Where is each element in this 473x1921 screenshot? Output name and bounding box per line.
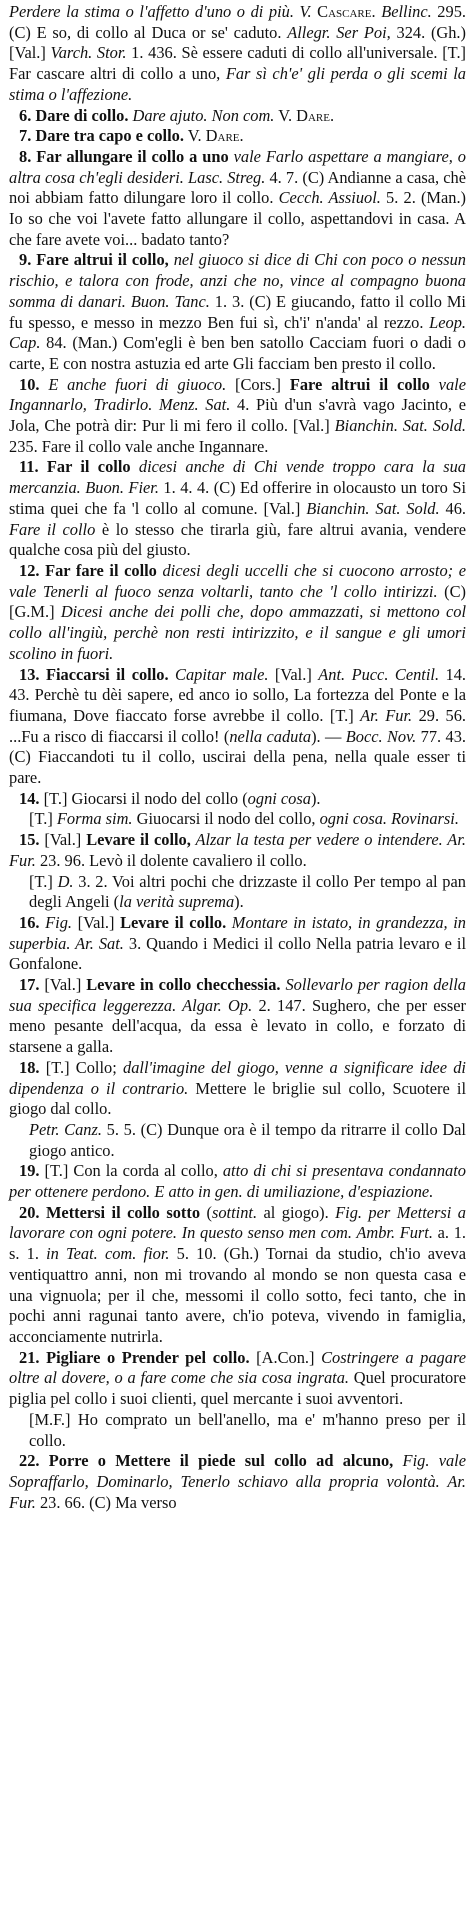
- entry-number: 22.: [19, 1451, 49, 1471]
- entry-text: Far allungare il collo a uno: [36, 146, 229, 166]
- entry-text: dall'imagine del giogo, venne a significare idee di dipendenza o il contrario.: [9, 1057, 466, 1098]
- entry-text: 4. 7. (C) Andianne a casa, chè noi abbiam fatto dilungare loro il collo.: [9, 167, 467, 208]
- entry-text: V.: [183, 126, 206, 146]
- entry-text: Forma sim.: [56, 809, 133, 829]
- entry-text: .: [371, 2, 382, 21]
- entry-text: dicesi anche di Chi vende troppo cara la sua mercanzia. Buon. Fier.: [9, 457, 467, 498]
- entry-text: (C) [G.M.]: [9, 581, 466, 622]
- entry-text: Bellinc.: [381, 2, 432, 21]
- entry-text: Ant. Pucc. Centil.: [318, 664, 440, 684]
- entry-paragraph: [9, 2, 466, 106]
- entry-text: Far il collo: [46, 457, 131, 477]
- entry-text: Varch. Stor.: [50, 43, 127, 63]
- entry-text: Porre o Mettere il piede sul collo ad alcuno,: [48, 1451, 394, 1471]
- entry-text: Allegr. Ser Poi: [287, 22, 387, 42]
- entry-text: Ar. Fur.: [360, 705, 413, 725]
- entry-text: [Val.]: [44, 830, 87, 850]
- entry-text: Dicesi anche dei polli che, dopo ammazzati, si mettono col collo all'ingiù, perchè non resti intirizzito, e il sangue e gli umori scolino in fuori.: [9, 602, 467, 663]
- entry-text: Petr. Canz.: [29, 1119, 102, 1139]
- entry-text: 3. Quando i Medici il collo Nella patria levaro e il Gonfalone.: [9, 933, 467, 974]
- entry-number: 16.: [19, 912, 46, 932]
- entry-number: 9.: [19, 250, 37, 270]
- entry-text: Montare in istato, in grandezza, in superbia. Ar. Sat.: [9, 912, 467, 953]
- entry-text: nella caduta: [229, 726, 312, 746]
- entry-text: Pigliare o Prender pel collo.: [46, 1347, 250, 1367]
- entry-paragraph: [9, 1451, 466, 1513]
- entry-number: 15.: [19, 830, 45, 850]
- entry-paragraph: [9, 830, 466, 871]
- entry-text: Bocc. Nov.: [345, 726, 417, 746]
- entry-text: Dare tra capo e collo.: [35, 126, 184, 146]
- entry-text: ).: [234, 892, 244, 912]
- entry-text: Sollevarlo per ragion della sua specifica leggerezza. Algar. Op.: [9, 975, 466, 1015]
- entry-text: ).: [310, 788, 321, 808]
- entry-number: 7.: [19, 126, 36, 146]
- entry-text: 46.: [439, 498, 466, 518]
- entry-paragraph: [9, 1348, 466, 1410]
- entry-text: Mettersi il collo sotto: [45, 1202, 201, 1222]
- entry-text: Levare il collo.: [120, 912, 227, 932]
- entry-text: 1. 4. 4. (C) Ed offerire in olocausto un toro Si stima quei che fa 'l collo al comune. [Val.]: [9, 478, 467, 518]
- entry-text: Dare: [205, 126, 240, 146]
- entry-paragraph: [9, 975, 466, 1058]
- entry-text: 235. Fare il collo vale anche Ingannare.: [9, 436, 269, 456]
- entry-text: nel giuoco si dice di Chi con poco o nessun rischio, e talora con frode, anzi che no, vince al compagno buona somma di danari. Buon. Tanc.: [9, 250, 467, 311]
- entry-text: Fare altrui il collo,: [36, 250, 169, 270]
- entry-number: 21.: [19, 1347, 47, 1367]
- entry-text: Bianchin. Sat. Sold.: [306, 498, 440, 518]
- entry-text: Mettere le briglie sul collo, Scuotere il giogo dal collo.: [9, 1078, 466, 1119]
- entry-text: 14. 43. Perchè tu dèi sapere, ed anco io sollo, La fortezza del Ponte e la fiumana, Dove fiaccato forse avrebbe il collo. [T.]: [9, 664, 466, 725]
- entry-text: 5. 5. (C) Dunque ora è il tempo da ritrarre il collo Dal giogo antico.: [29, 1119, 466, 1160]
- entry-text: 1. 436. Sè essere caduti di collo all'universale. [T.] Far cascare altri di collo a uno,: [9, 43, 466, 84]
- entry-text: [Val.]: [268, 664, 319, 684]
- entry-text: ogni cosa. Rovinarsi.: [319, 809, 459, 829]
- entry-paragraph: [9, 1120, 466, 1161]
- entry-paragraph: [9, 147, 466, 251]
- entry-text: [T.] Giocarsi il nodo del collo (: [43, 788, 248, 808]
- entry-paragraph: [9, 561, 466, 665]
- entry-number: 8.: [19, 146, 37, 166]
- entry-paragraph: [9, 457, 466, 561]
- entry-text: (: [200, 1202, 212, 1222]
- entry-text: Bianchin. Sat. Sold.: [334, 416, 467, 436]
- entry-text: 29. 56. ...Fu a risco di fiaccarsi il collo! (: [9, 705, 466, 746]
- entry-text: Fig. vale Sopraffarlo, Dominarlo, Tenerlo schiavo alla propria volontà. Ar. Fur.: [9, 1451, 467, 1512]
- entry-number: 19.: [19, 1161, 45, 1181]
- entry-text: la verità suprema: [119, 892, 235, 912]
- entry-text: Fig. per Mettersi a lavorare con ogni potere. In questo senso men com. Ambr. Furt.: [9, 1202, 467, 1243]
- entry-text: [A.Con.]: [249, 1347, 322, 1367]
- entry-text: Alzar la testa per vedere o intendere. Ar. Fur.: [9, 830, 466, 870]
- entry-text: Perdere la stima o l'affetto d'uno o di più. V.: [9, 2, 318, 21]
- entry-text: [T.] Collo;: [45, 1057, 124, 1077]
- entry-text: Far fare il collo: [45, 560, 157, 580]
- entry-text: è lo stesso che tirarla giù, fare altrui avania, vendere qualche cosa più del giusto.: [9, 519, 466, 560]
- entry-text: Giuocarsi il nodo del collo,: [132, 809, 320, 829]
- entry-text: Costringere a pagare oltre al dovere, o a fare come che sia cosa ingrata.: [9, 1347, 466, 1388]
- entry-paragraph: [9, 375, 466, 458]
- entry-text: 77. 43. (C) Fiaccandoti tu il collo, uscirai della pena, nella quale esser ti pare.: [9, 726, 466, 788]
- entry-text: in Teat. com. fior.: [46, 1244, 170, 1264]
- entry-text: a. 1. s. 1.: [9, 1223, 466, 1264]
- entry-paragraph: [9, 250, 466, 374]
- entry-text: Levare in collo checchessia.: [86, 975, 281, 995]
- entry-text: Fare il collo: [9, 519, 96, 539]
- entry-paragraph: [9, 809, 466, 830]
- entry-text: [Val.]: [44, 975, 87, 995]
- entry-text: Dare di collo.: [35, 105, 129, 125]
- entry-text: 4. Più d'un s'avrà vago Jacinto, e Jola, Che potrà dir: Pur li mi fero il collo. [Val.]: [9, 395, 466, 436]
- entry-text: 2. 147. Sughero, che per esser meno pesante dell'acqua, da essa è levato in collo, e forzato di starsene a galla.: [9, 995, 466, 1057]
- entry-text: [Val.]: [71, 912, 121, 932]
- entry-text: 23. 66. (C) Ma verso: [35, 1492, 177, 1512]
- entry-text: dicesi degli uccelli che si cuocono arrosto; e vale Tenerli al fuoco senza voltarli, tanto che 'l collo intirizzi.: [9, 560, 466, 601]
- entry-text: ). —: [311, 726, 346, 746]
- entry-paragraph: [9, 106, 466, 127]
- entry-number: 13.: [19, 664, 46, 684]
- entry-text: 3. 2. Voi altri pochi che drizzaste il collo Per tempo al pan degli Angeli (: [29, 871, 466, 912]
- entry-paragraph: [9, 1161, 466, 1202]
- entry-number: 17.: [19, 975, 45, 995]
- entry-paragraph: [9, 1410, 466, 1451]
- entry-text: Quel procuratore piglia pel collo i suoi clienti, quel mercante i suoi avventori.: [9, 1368, 466, 1409]
- entry-text: [T.]: [29, 809, 57, 829]
- entry-text: atto di chi si presentava condannato per ottenere perdono. E atto in gen. di umiliazione, d'espiazione.: [9, 1161, 466, 1202]
- entry-text: 84. (Man.) Com'egli è ben ben satollo Cacciam fuori o dadi o carte, E con nostra astuzia ed arte Gli facciam ben presto il collo.: [9, 333, 466, 373]
- entry-paragraph: [9, 126, 466, 147]
- entry-text: 295. (C) E so, di collo al Duca or se' caduto.: [9, 2, 466, 42]
- entry-text: [T.]: [29, 871, 58, 891]
- entry-text: [M.F.] Ho comprato un bell'anello, ma e' m'hanno preso per il collo.: [29, 1409, 466, 1450]
- entry-text: vale Farlo aspettare a mangiare, o altra cosa ch'egli desideri. Lasc. Streg.: [9, 146, 466, 187]
- entry-paragraph: [9, 872, 466, 913]
- entry-paragraph: [9, 913, 466, 975]
- entry-number: 10.: [19, 374, 49, 394]
- entry-text: Capitar male.: [168, 664, 269, 684]
- entry-text: Levare il collo,: [86, 830, 191, 850]
- entry-paragraph: [9, 1058, 466, 1120]
- entry-text: ogni cosa: [247, 788, 311, 808]
- entry-paragraph: [9, 789, 466, 810]
- entry-text: Cecch. Assiuol.: [278, 188, 381, 208]
- entry-number: 12.: [19, 560, 46, 580]
- entry-text: V.: [274, 105, 297, 125]
- entry-number: 20.: [19, 1202, 46, 1222]
- entry-number: 14.: [19, 788, 44, 808]
- entry-number: 6.: [19, 105, 36, 125]
- entry-text: sottint.: [211, 1202, 258, 1222]
- entry-text: , 324. (Gh.) [Val.]: [9, 22, 466, 63]
- entry-text: [Cors.]: [226, 374, 290, 394]
- entry-text: al giogo).: [257, 1202, 336, 1222]
- entry-text: Fig.: [45, 912, 72, 932]
- entry-text: Dare: [296, 105, 330, 125]
- entry-paragraph: [9, 1203, 466, 1348]
- entry-text: vale Ingannarlo, Tradirlo. Menz. Sat.: [9, 374, 466, 415]
- entry-text: .: [330, 105, 335, 125]
- entry-text: Leop. Cap.: [9, 312, 466, 353]
- entry-text: 23. 96. Levò il dolente cavaliero il collo.: [35, 850, 307, 870]
- entry-paragraph: [9, 665, 466, 789]
- entry-text: E anche fuori di giuoco.: [48, 374, 227, 394]
- entry-text: Fare altrui il collo: [289, 374, 430, 394]
- entry-text: Fiaccarsi il collo.: [45, 664, 169, 684]
- entry-text: Cascare: [317, 2, 372, 21]
- entry-text: [T.] Con la corda al collo,: [44, 1161, 223, 1181]
- entry-text: D.: [57, 871, 74, 891]
- entry-text: Far sì ch'e' gli perda o gli scemi la stima o l'affezione.: [9, 64, 467, 104]
- entry-text: Dare ajuto. Non com.: [128, 105, 275, 125]
- entry-text: 5. 2. (Man.) Io so che voi l'avete fatto allungare il collo, aspettandovi in casa. A che fare avete voi... badato tanto?: [9, 188, 467, 249]
- entry-text: 5. 10. (Gh.) Tornai da studio, ch'io aveva ventiquattro anni, non mi trovando al mondo se non questa casa e una vignuola; per il che, messomi il collo sotto, feci tanto, che in pochi anni ragunai tanto avere, ch'io poteva, vivendo in famiglia, acconciamente nutrirla.: [9, 1244, 467, 1346]
- entry-text: .: [239, 126, 244, 146]
- entry-number: 11.: [19, 457, 47, 477]
- entry-number: 18.: [19, 1057, 46, 1077]
- entry-text: 1. 3. (C) E giucando, fatto il collo Mi fu spesso, e messo in mezzo Ben fui sì, ch'i' n'anda' al rezzo.: [9, 291, 466, 332]
